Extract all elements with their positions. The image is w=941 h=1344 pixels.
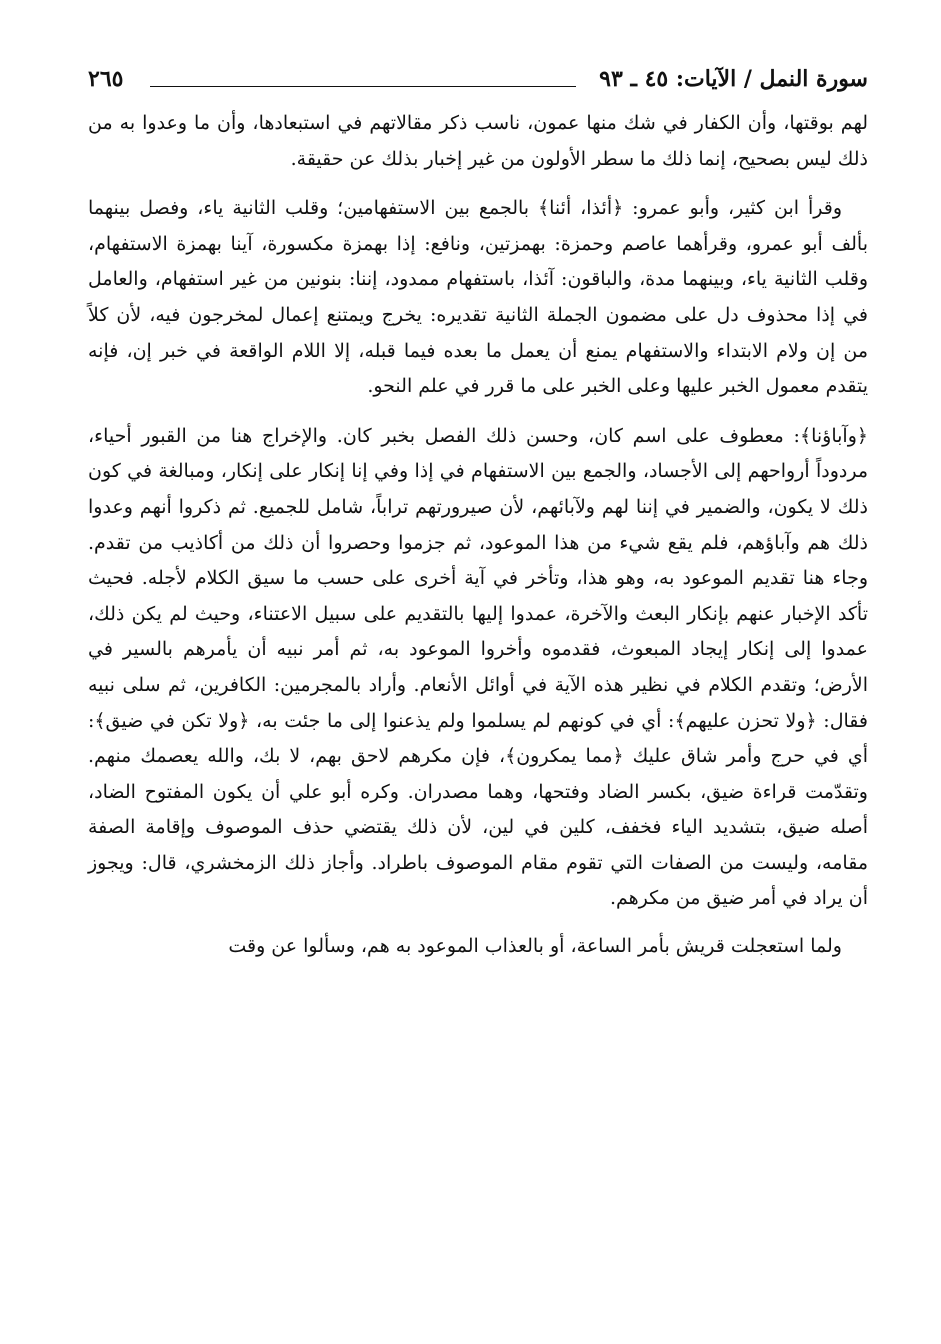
paragraph-4: ولما استعجلت قريش بأمر الساعة، أو بالعذاب الموعود به هم، وسألوا عن وقت [228, 935, 842, 958]
page-header [88, 60, 868, 104]
header-rule [150, 86, 576, 87]
paragraph-3: ﴿وآباؤنا﴾: معطوف على اسم كان، وحسن ذلك الفصل بخبر كان. والإخراج هنا من القبور أحياء، مردوداً أرواحهم إلى الأجساد، والجمع بين الاستفهام في إذا وفي إنا إنكار على إنكار، ومبالغة في كون ذلك لا يكون، والضمير في إننا لهم ولآبائهم، لأن صيرورتهم تراباً، شامل للجميع. ثم ذكروا أنهم وعدوا ذلك هم وآباؤهم، فلم يقع شيء من هذا الموعود، ثم جزموا وحصروا أن ذلك من أكاذيب من تقدم. وجاء هنا تقديم الموعود به، وهو هذا، وتأخر في آية أخرى على حسب ما سيق الكلام لأجله. فحيث تأكد الإخبار عنهم بإنكار البعث والآخرة، عمدوا إليها بالتقديم على سبيل الاعتناء، وحيث لم يكن ذلك، عمدوا إلى إنكار إيجاد المبعوث، فقدموه وأخروا الموعود به، ثم أمر نبيه أن يأمرهم بالسير في الأرض؛ وتقدم الكلام في نظير هذه الآية في أوائل الأنعام. وأراد بالمجرمين: الكافرين، ثم سلى نبيه فقال: ﴿ولا تحزن عليهم﴾: أي في كونهم لم يسلموا ولم يذعنوا إلى ما جئت به، ﴿ولا تكن في ضيق﴾: أي في حرج وأمر شاق عليك ﴿مما يمكرون﴾، فإن مكرهم لاحق بهم، لا بك، والله يعصمك منهم. وتقدّمت قراءة ضيق، بكسر الضاد وفتحها، وهما مصدران. وكره أبو علي أن يكون المفتوح الضاد، أصله ضيق، بتشديد الياء فخفف، كلين في لين، لأن ذلك يقتضي حذف الموصوف وإقامة الصفة مقامه، وليست من الصفات التي تقوم مقام الموصوف باطراد. وأجاز ذلك الزمخشري، قال: ويجوز أن يراد في أمر ضيق من مكرهم. [88, 424, 868, 910]
running-title: سورة النمل / الآيات: ٤٥ ـ ٩٣ [599, 66, 868, 92]
paragraph-2: وقرأ ابن كثير، وأبو عمرو: ﴿أئذا، أئنا﴾ بالجمع بين الاستفهامين؛ وقلب الثانية ياء، وفصل بينهما بألف أبو عمرو، وقرأهما عاصم وحمزة: بهمزتين، ونافع: إذا بهمزة مكسورة، آينا بهمزة الاستفهام، وقلب الثانية ياء، وبينهما مدة، والباقون: آئذا، باستفهام ممدود، إننا: بنونين من غير استفهام، والعامل في إذا محذوف دل على مضمون الجملة الثانية تقديره: يخرج ويمتنع إعمال لمخرجون فيه، لأن كلاً من إن ولام الابتداء والاستفهام يمنع أن يعمل ما بعده فيما قبله، إلا اللام الواقعة في خبر إن، فإنه يتقدم معمول الخبر عليها وعلى الخبر على ما قرر في علم النحو. [88, 197, 868, 398]
page-number: ٢٦٥ [88, 66, 124, 92]
paragraph-1: لهم بوقتها، وأن الكفار في شك منها عمون، ناسب ذكر مقالاتهم في استبعادها، وأن ما وعدوا به من ذلك ليس بصحيح، إنما ذلك ما سطر الأولون من غير إخبار بذلك عن حقيقة. [88, 112, 868, 170]
page [88, 60, 868, 965]
